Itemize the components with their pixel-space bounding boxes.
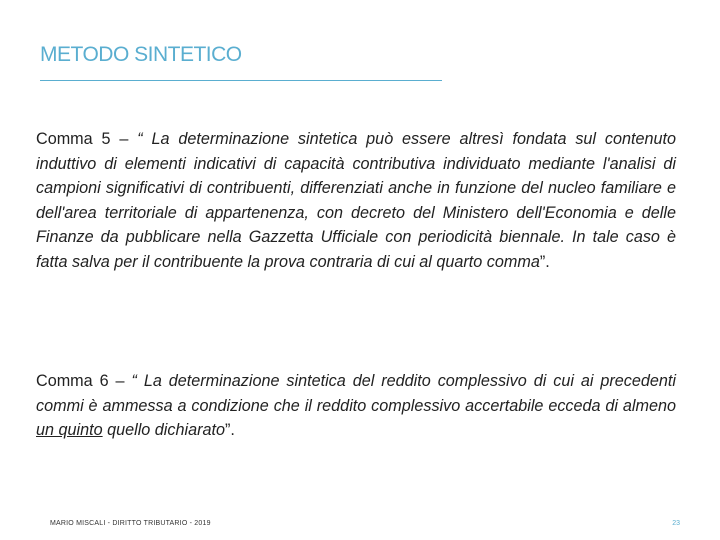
footer-author: MARIO MISCALI - DIRITTO TRIBUTARIO - 2019	[50, 520, 211, 527]
comma-5-label: Comma 5 –	[36, 130, 138, 148]
paragraph-comma-5	[36, 127, 676, 274]
comma-6-closing: ”.	[225, 421, 235, 439]
comma-5-closing: ”.	[539, 252, 550, 271]
title-underline-rule	[40, 80, 442, 81]
comma-6-quote-end: quello dichiarato	[102, 421, 225, 439]
slide-title: METODO SINTETICO	[40, 43, 242, 66]
comma-6-label: Comma 6 –	[36, 372, 132, 390]
comma-6-quote-start: “ La determinazione sintetica del reddito complessivo di cui ai precedenti commi è ammessa a condizione che il reddito complessivo accertabile ecceda di almeno	[36, 372, 676, 415]
paragraph-comma-6	[36, 369, 676, 443]
comma-5-quote: “ La determinazione sintetica può essere altresì fondata sul contenuto induttivo di elementi indicativi di capacità contributiva individuato mediante l'analisi di campioni significativi di contribuenti, differenziati anche in funzione del nucleo familiare e dell'area territoriale di appartenenza, con decreto del Ministero dell'Economia e delle Finanze da pubblicare nella Gazzetta Ufficiale con periodicità biennale. In tale caso è fatta salva per il contribuente la prova contraria di cui al quarto comma	[36, 130, 676, 271]
page-number: 23	[672, 520, 680, 527]
comma-6-underlined-fraction: un quinto	[36, 421, 103, 439]
